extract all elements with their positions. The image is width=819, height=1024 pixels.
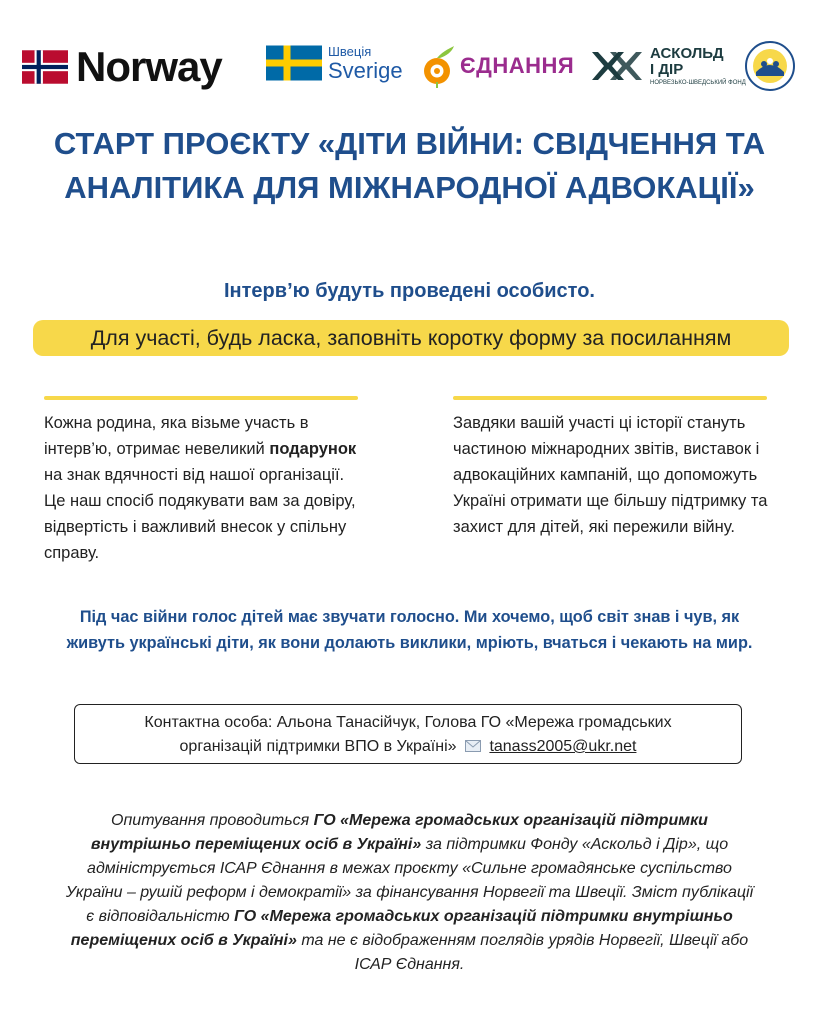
askold-dir-emblem-icon	[588, 46, 644, 86]
gift-bold: подарунок	[269, 440, 357, 458]
left-divider	[44, 396, 358, 400]
norway-logo	[22, 43, 222, 90]
page-title	[0, 122, 819, 210]
norway-wordmark: Norway	[76, 43, 222, 90]
network-emblem-icon	[744, 40, 796, 92]
contact-line-1: Контактна особа: Альона Танасійчук, Голова ГО «Мережа громадських	[144, 714, 672, 731]
org-name-bold-1: ГО «Мережа громадських організацій підтримки внутрішньо переміщених осіб в Україні»	[90, 812, 708, 853]
funding-disclaimer: Опитування проводиться ГО «Мережа громадських організацій підтримки внутрішньо переміщених осіб в Україні» за підтримки Фонду «Аскольд і Дір», що адмініструється ІСАР Єднання в межах проєкту «Сильне громадянське суспільство України – рушій реформ і демократії» за фінансування Норвегії та Швеції. Зміст публікації є відповідальністю ГО «Мережа громадських організацій підтримки внутрішньо переміщених осіб в Україні» та не є відображенням поглядів урядів Норвегії, Швеції або ІСАР Єднання.	[65, 812, 754, 973]
title-line-1: СТАРТ ПРОЄКТУ «ДІТИ ВІЙНИ: СВІДЧЕННЯ ТА	[53, 126, 766, 161]
askold-dir-logo	[588, 46, 746, 86]
form-cta-banner[interactable]: Для участі, будь ласка, заповніть коротку форму за посиланням	[33, 320, 789, 356]
mission-quote: Під час війни голос дітей має звучати голосно. Ми хочемо, щоб світ знав і чув, як живуть українські діти, як вони долають виклики, мріють, вчаться і чекають на мир.	[66, 608, 753, 652]
sweden-flag-icon	[266, 44, 322, 82]
contact-line-2: організацій підтримки ВПО в Україні»	[179, 738, 457, 755]
subtitle: Інтерв’ю будуть проведені особисто.	[224, 280, 595, 302]
title-line-2: АНАЛІТИКА ДЛЯ МІЖНАРОДНОЇ АДВОКАЦІЇ»	[64, 170, 755, 205]
right-divider	[453, 396, 767, 400]
ednannia-wordmark: ЄДНАННЯ	[460, 53, 575, 78]
contact-email-link[interactable]: tanass2005@ukr.net	[489, 738, 637, 755]
dir-label: І ДІР	[650, 61, 684, 78]
askold-label: АСКОЛЬД	[650, 45, 724, 62]
contact-box	[74, 704, 742, 764]
gift-text: Кожна родина, яка візьме участь в інтерв’ю, отримає невеликий подарунок на знак вдячності від нашої організації. Це наш спосіб подякувати вам за довіру, відвертість і важливий внесок у спільну справу.	[44, 414, 357, 562]
norway-flag-icon	[22, 50, 68, 84]
ednannia-logo	[418, 44, 574, 88]
gift-column	[44, 396, 362, 566]
askold-subtitle: НОРВЕЗЬКО-ШВЕДСЬКИЙ ФОНД	[650, 80, 746, 86]
sweden-label-ua: Швеція	[328, 43, 372, 59]
sponsor-logos	[22, 40, 802, 100]
ednannia-emblem-icon	[418, 44, 456, 88]
impact-text: Завдяки вашій участі ці історії стануть частиною міжнародних звітів, виставок і адвокаційних кампаній, що допоможуть Україні отримати ще більшу підтримку та захист для дітей, які пережили війну.	[453, 414, 768, 536]
sweden-label-se: Sverige	[328, 57, 403, 83]
impact-column	[453, 396, 771, 540]
sweden-logo	[266, 44, 403, 82]
org-name-bold-2: ГО «Мережа громадських організацій підтримки внутрішньо переміщених осіб в Україні»	[70, 908, 733, 949]
envelope-icon	[465, 740, 481, 752]
